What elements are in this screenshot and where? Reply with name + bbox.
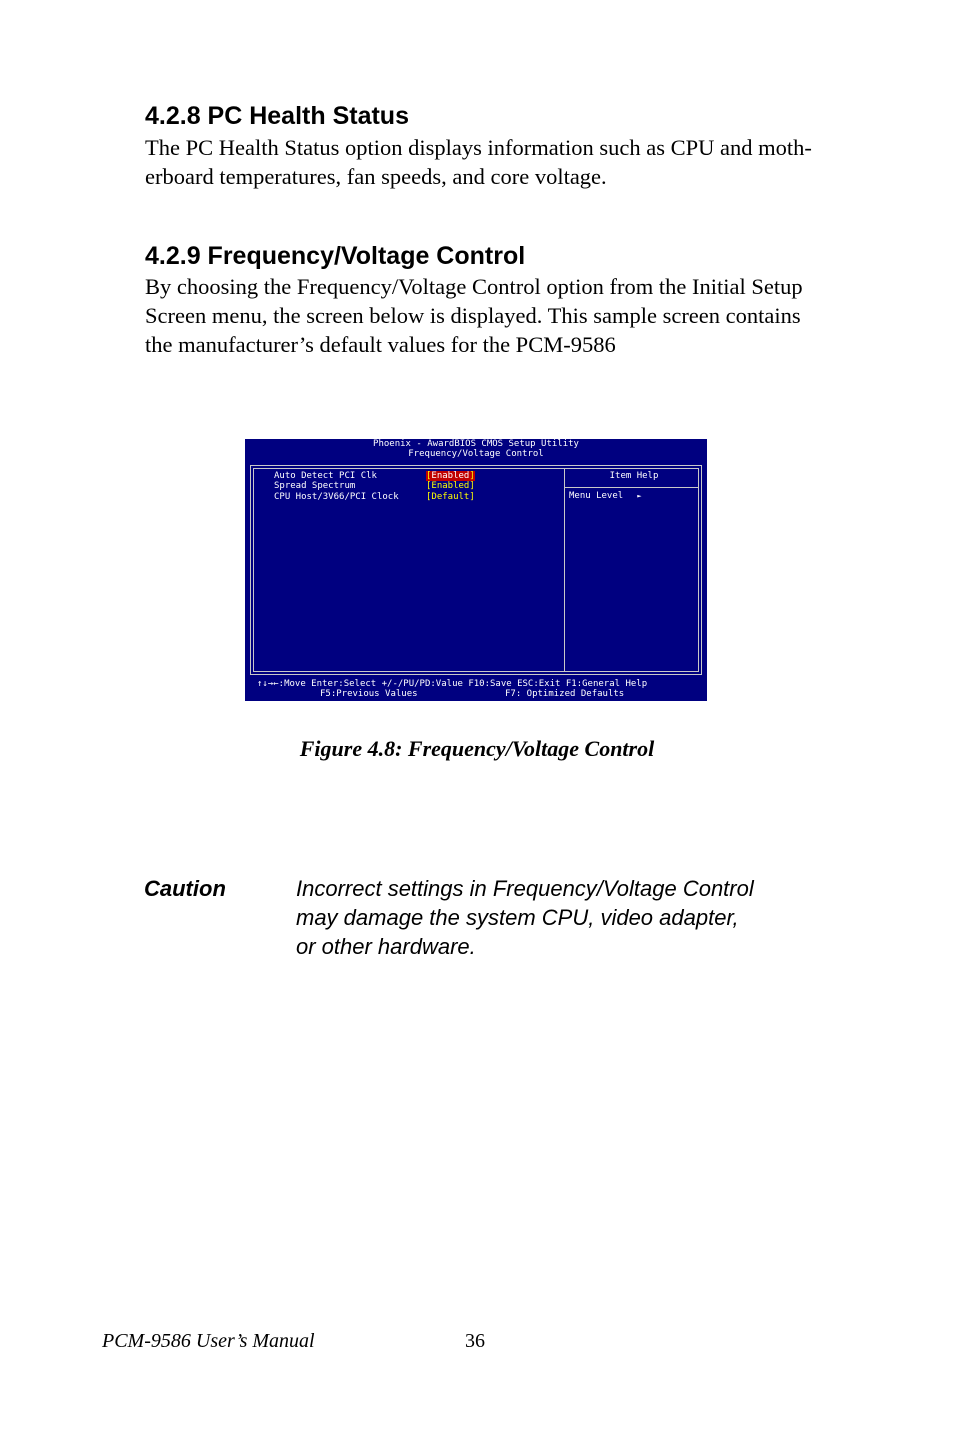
paragraph-line: The PC Health Status option displays information such as CPU and moth- — [145, 135, 812, 160]
caution-label: Caution — [144, 876, 226, 901]
footer-manual-title: PCM-9586 User’s Manual — [102, 1330, 315, 1352]
bios-setting-value[interactable]: [Enabled] — [426, 481, 475, 492]
frequency-voltage-paragraph — [145, 272, 865, 359]
caution-text — [296, 874, 754, 961]
bios-utility-title: Phoenix - AwardBIOS CMOS Setup Utility — [373, 439, 579, 449]
section-heading-pc-health: 4.2.8 PC Health Status — [145, 102, 409, 130]
bios-header — [245, 439, 707, 460]
paragraph-line: erboard temperatures, fan speeds, and core voltage. — [145, 164, 607, 189]
bios-item-help-title: Item Help — [609, 471, 659, 481]
triangle-right-icon: ► — [637, 492, 642, 500]
footer-page-number: 36 — [465, 1330, 485, 1352]
bios-panel-divider — [564, 469, 565, 671]
bios-menu-level-label: Menu Level — [569, 491, 624, 501]
figure-caption: Figure 4.8: Frequency/Voltage Control — [299, 736, 655, 761]
bios-setting-value[interactable]: [Enabled] — [426, 471, 475, 481]
bios-setting-label: Spread Spectrum — [274, 481, 356, 492]
section-heading-frequency-voltage: 4.2.9 Frequency/Voltage Control — [145, 242, 526, 270]
bios-setting-label: Auto Detect PCI Clk — [274, 471, 377, 481]
bios-setting-label: CPU Host/3V66/PCI Clock — [274, 491, 399, 502]
caution-line: or other hardware. — [296, 934, 476, 959]
caution-line: Incorrect settings in Frequency/Voltage Control — [296, 876, 754, 901]
bios-key-legend-line1: ↑↓→←:Move Enter:Select +/-/PU/PD:Value F10:Save ESC:Exit F1:General Help — [257, 679, 648, 689]
paragraph-line: Screen menu, the screen below is displayed. This sample screen contains — [145, 303, 801, 328]
bios-screenshot — [245, 439, 707, 701]
bios-setting-value[interactable]: [Default] — [426, 491, 475, 502]
paragraph-line: By choosing the Frequency/Voltage Control option from the Initial Setup — [145, 274, 803, 299]
caution-line: may damage the system CPU, video adapter, — [296, 905, 739, 930]
bios-help-menu-level — [569, 491, 641, 501]
bios-key-legend-previous-values: F5:Previous Values — [320, 689, 418, 700]
pc-health-paragraph — [145, 133, 865, 191]
paragraph-line: the manufacturer’s default values for the PCM-9586 — [145, 332, 616, 357]
bios-page-title: Frequency/Voltage Control — [408, 449, 544, 460]
bios-key-legend-optimized-defaults: F7: Optimized Defaults — [505, 689, 625, 700]
bios-help-separator — [564, 487, 698, 488]
